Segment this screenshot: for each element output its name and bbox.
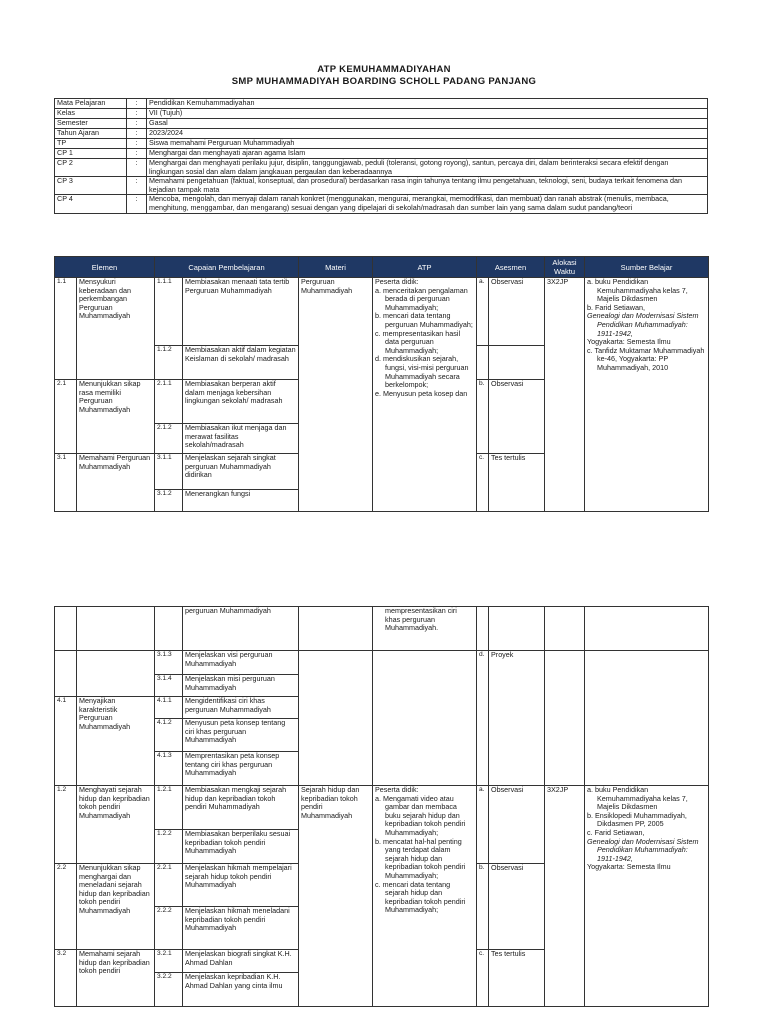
info-label: TP bbox=[55, 139, 127, 149]
header-capaian: Capaian Pembelajaran bbox=[155, 257, 299, 278]
cont-capaian: perguruan Muhammadiyah bbox=[183, 607, 299, 651]
header-atp: ATP bbox=[373, 257, 477, 278]
empty-cell bbox=[489, 607, 545, 651]
list-item: c. mempresentasikan hasil data perguruan Muhammadiyah; bbox=[375, 328, 461, 355]
capaian-text: Membiasakan berperilaku sesuai kepribadian tokoh pendiri Muhammadiyah bbox=[183, 830, 299, 864]
info-colon: : bbox=[127, 139, 147, 149]
element-num: 3.1 bbox=[55, 454, 77, 512]
info-label: Kelas bbox=[55, 109, 127, 119]
info-colon: : bbox=[127, 129, 147, 139]
list-item: b. Farid Setiawan, bbox=[587, 302, 645, 312]
element-text: Menghayati sejarah hidup dan kepribadian tokoh pendiri Muhammadiyah bbox=[77, 786, 155, 864]
empty-cell bbox=[477, 607, 489, 651]
element-text: Memahami Perguruan Muhammadiyah bbox=[77, 454, 155, 512]
atp-intro: Peserta didik: bbox=[375, 277, 419, 286]
info-colon: : bbox=[127, 177, 147, 195]
atp-cell bbox=[373, 786, 477, 1007]
info-label: CP 1 bbox=[55, 149, 127, 159]
list-item: c. mencari data tentang sejarah hidup dan kepribadian tokoh pendiri Muhammadiyah; bbox=[375, 879, 466, 915]
capaian-num: 3.2.1 bbox=[155, 950, 183, 973]
capaian-text: Mengidentifikasi ciri khas perguruan Muhammadiyah bbox=[183, 697, 299, 719]
list-item: Genealogi dan Modernisasi Sistem Pendidikan Muhammadiyah: 1911-1942, bbox=[587, 311, 699, 338]
list-item: a. menceritakan pengalaman berada di perguruan Muhammadiyah; bbox=[375, 285, 468, 312]
capaian-text: Membiasakan menaati tata tertib Perguruan Muhammadiyah bbox=[183, 278, 299, 346]
asesmen-empty bbox=[477, 346, 489, 380]
asesmen-text: Observasi bbox=[489, 278, 545, 346]
info-colon: : bbox=[127, 159, 147, 177]
info-value: 2023/2024 bbox=[147, 129, 708, 139]
capaian-text: Menerangkan fungsi bbox=[183, 490, 299, 512]
asesmen-empty bbox=[489, 346, 545, 380]
cont-atp: mempresentasikan ciri khas perguruan Muhammadiyah. bbox=[373, 607, 477, 651]
asesmen-letter: a. bbox=[477, 278, 489, 346]
list-item: c. Tanfidz Muktamar Muhammadiyah ke-46, Yogyakarta: PP Muhammadiyah, 2010 bbox=[587, 345, 705, 372]
sumber-cell bbox=[585, 786, 709, 1007]
info-table bbox=[54, 98, 708, 214]
list-item: b. Ensiklopedi Muhammadiyah, Dikdasmen PP, 2005 bbox=[587, 810, 687, 829]
header-elemen: Elemen bbox=[55, 257, 155, 278]
atp-intro: Peserta didik: bbox=[375, 785, 419, 794]
empty-cell bbox=[585, 607, 709, 651]
element-num: 3.2 bbox=[55, 950, 77, 1007]
element-num: 2.1 bbox=[55, 380, 77, 454]
capaian-num: 2.2.2 bbox=[155, 907, 183, 950]
list-item: a. buku Pendidikan Kemuhammadiyaha kelas 7, Majelis Dikdasmen bbox=[587, 785, 688, 812]
empty-cell bbox=[373, 651, 477, 786]
list-item: a. buku Pendidikan Kemuhammadiyaha kelas 7, Majelis Dikdasmen bbox=[587, 277, 688, 304]
capaian-text: Membiasakan ikut menjaga dan merawat fasilitas sekolah/madrasah bbox=[183, 424, 299, 454]
capaian-text: Membiasakan aktif dalam kegiatan Keislaman di sekolah/ madrasah bbox=[183, 346, 299, 380]
capaian-num: 2.2.1 bbox=[155, 864, 183, 907]
element-text: Menunjukkan sikap menghargai dan meneladani sejarah hidup dan kepribadian tokoh pendiri Muhammadiyah bbox=[77, 864, 155, 950]
alokasi-cell: 3X2JP bbox=[545, 786, 585, 1007]
empty-cell bbox=[299, 607, 373, 651]
materi-cell: Sejarah hidup dan kepribadian tokoh pendiri Muhammadiyah bbox=[299, 786, 373, 1007]
info-label: CP 2 bbox=[55, 159, 127, 177]
info-value: Menghargai dan menghayati ajaran agama Islam bbox=[147, 149, 708, 159]
info-colon: : bbox=[127, 99, 147, 109]
info-label: CP 4 bbox=[55, 195, 127, 213]
list-item: c. Farid Setiawan, bbox=[587, 827, 645, 837]
atp-table-page-2 bbox=[54, 606, 709, 1007]
empty-cell bbox=[155, 607, 183, 651]
empty-cell bbox=[77, 607, 155, 651]
asesmen-text: Observasi bbox=[489, 864, 545, 950]
sumber-cell bbox=[585, 278, 709, 512]
list-item: d. mendiskusikan sejarah, fungsi, visi-misi perguruan Muhammadiyah secara berkelompok; bbox=[375, 354, 469, 390]
asesmen-letter: b. bbox=[477, 380, 489, 454]
capaian-num: 2.1.1 bbox=[155, 380, 183, 424]
element-num: 1.1 bbox=[55, 278, 77, 380]
list-item: Genealogi dan Modernisasi Sistem Pendidikan Muhammadiyah: 1911-1942, bbox=[587, 836, 699, 863]
info-colon: : bbox=[127, 195, 147, 213]
asesmen-letter: b. bbox=[477, 864, 489, 950]
header-sumber: Sumber Belajar bbox=[585, 257, 709, 278]
element-text: Mensyukuri keberadaan dan perkembangan Perguruan Muhammadiyah bbox=[77, 278, 155, 380]
info-value: Siswa memahami Perguruan Muhammadiyah bbox=[147, 139, 708, 149]
capaian-num: 3.1.4 bbox=[155, 675, 183, 697]
element-num: 2.2 bbox=[55, 864, 77, 950]
asesmen-text: Tes tertulis bbox=[489, 454, 545, 512]
capaian-num: 3.1.2 bbox=[155, 490, 183, 512]
info-row bbox=[55, 149, 708, 159]
info-label: Mata Pelajaran bbox=[55, 99, 127, 109]
capaian-text: Memprentasikan peta konsep tentang ciri khas perguruan Muhammadiyah bbox=[183, 752, 299, 786]
empty-cell bbox=[585, 651, 709, 786]
info-row bbox=[55, 119, 708, 129]
capaian-num: 3.1.1 bbox=[155, 454, 183, 490]
capaian-text: Membiasakan berperan aktif dalam menjaga kebersihan lingkungan sekolah/ madrasah bbox=[183, 380, 299, 424]
asesmen-text: Proyek bbox=[489, 651, 545, 786]
header-alokasi: Alokasi Waktu bbox=[545, 257, 585, 278]
info-label: Semester bbox=[55, 119, 127, 129]
info-row bbox=[55, 177, 708, 195]
info-row bbox=[55, 129, 708, 139]
info-label: CP 3 bbox=[55, 177, 127, 195]
asesmen-letter: c. bbox=[477, 454, 489, 512]
asesmen-text: Tes tertulis bbox=[489, 950, 545, 1007]
capaian-num: 2.1.2 bbox=[155, 424, 183, 454]
info-value: VII (Tujuh) bbox=[147, 109, 708, 119]
capaian-num: 1.1.2 bbox=[155, 346, 183, 380]
asesmen-text: Observasi bbox=[489, 380, 545, 454]
capaian-text: Menjelaskan hikmah mempelajari sejarah hidup tokoh pendiri Muhammadiyah bbox=[183, 864, 299, 907]
alokasi-cell: 3X2JP bbox=[545, 278, 585, 512]
element-text: Menunjukkan sikap rasa memiliki Perguruan Muhammadiyah bbox=[77, 380, 155, 454]
info-value: Pendidikan Kemuhammadiyahan bbox=[147, 99, 708, 109]
header-materi: Materi bbox=[299, 257, 373, 278]
atp-cell bbox=[373, 278, 477, 512]
list-item: b. mencari data tentang perguruan Muhammadiyah; bbox=[375, 311, 473, 329]
capaian-num: 4.1.2 bbox=[155, 719, 183, 752]
capaian-text: Menjelaskan visi perguruan Muhammadiyah bbox=[183, 651, 299, 675]
capaian-num: 3.2.2 bbox=[155, 973, 183, 1007]
info-colon: : bbox=[127, 149, 147, 159]
info-row bbox=[55, 139, 708, 149]
empty-cell bbox=[299, 651, 373, 786]
info-colon: : bbox=[127, 119, 147, 129]
capaian-text: Menjelaskan kepribadian K.H. Ahmad Dahlan yang cinta ilmu bbox=[183, 973, 299, 1007]
element-num: 1.2 bbox=[55, 786, 77, 864]
capaian-text: Menjelaskan biografi singkat K.H. Ahmad Dahlan bbox=[183, 950, 299, 973]
element-text: Menyajikan karakteristik Perguruan Muhammadiyah bbox=[77, 697, 155, 786]
asesmen-letter: d. bbox=[477, 651, 489, 786]
asesmen-letter: a. bbox=[477, 786, 489, 864]
capaian-text: Menyusun peta konsep tentang ciri khas perguruan Muhammadiyah bbox=[183, 719, 299, 752]
info-row bbox=[55, 195, 708, 213]
info-row bbox=[55, 109, 708, 119]
element-text: Memahami sejarah hidup dan kepribadian tokoh pendiri bbox=[77, 950, 155, 1007]
asesmen-text: Observasi bbox=[489, 786, 545, 864]
capaian-num: 4.1.1 bbox=[155, 697, 183, 719]
info-value: Gasal bbox=[147, 119, 708, 129]
document-title: ATP KEMUHAMMADIYAHAN bbox=[317, 64, 451, 75]
list-item: a. Mengamati video atau gambar dan membaca buku sejarah hidup dan kepribadian tokoh pendiri Muhammadiyah; bbox=[375, 793, 466, 837]
materi-cell: Perguruan Muhammadiyah bbox=[299, 278, 373, 512]
info-row bbox=[55, 99, 708, 109]
capaian-num: 1.2.2 bbox=[155, 830, 183, 864]
empty-cell bbox=[545, 651, 585, 786]
capaian-num: 4.1.3 bbox=[155, 752, 183, 786]
list-item: Yogyakarta: Semesta Ilmu bbox=[587, 862, 671, 872]
list-item: Yogyakarta: Semesta Ilmu bbox=[587, 337, 671, 347]
atp-table-page-1 bbox=[54, 256, 709, 512]
capaian-num: 3.1.3 bbox=[155, 651, 183, 675]
capaian-text: Membiasakan mengkaji sejarah hidup dan kepribadian tokoh pendiri Muhammadiyah bbox=[183, 786, 299, 830]
list-item: b. mencatat hal-hal penting yang terdapat dalam sejarah hidup dan kepribadian tokoh pendiri Muhammadiyah; bbox=[375, 836, 466, 880]
empty-cell bbox=[55, 607, 77, 651]
capaian-text: Menjelaskan sejarah singkat perguruan Muhammadiyah didirikan bbox=[183, 454, 299, 490]
info-value: Menghargai dan menghayati perilaku jujur, disiplin, tanggungjawab, peduli (toleransi, gotong royong), santun, percaya diri, dalam berinteraksi secara efektif dengan lingkungan sosial dan alam dalam jangkauan pergaulan dan keberadaannya bbox=[147, 159, 708, 177]
capaian-text: Menjelaskan misi perguruan Muhammadiyah bbox=[183, 675, 299, 697]
info-row bbox=[55, 159, 708, 177]
header-asesmen: Asesmen bbox=[477, 257, 545, 278]
empty-cell bbox=[545, 607, 585, 651]
empty-cell bbox=[55, 651, 77, 697]
school-title: SMP MUHAMMADIYAH BOARDING SCHOLL PADANG PANJANG bbox=[231, 76, 537, 87]
list-item: e. Menyusun peta kosep dan bbox=[375, 388, 468, 398]
info-label: Tahun Ajaran bbox=[55, 129, 127, 139]
asesmen-letter: c. bbox=[477, 950, 489, 1007]
empty-cell bbox=[77, 651, 155, 697]
capaian-num: 1.1.1 bbox=[155, 278, 183, 346]
info-value: Memahami pengetahuan (faktual, konseptual, dan prosedural) berdasarkan rasa ingin tahunya tentang ilmu pengetahuan, teknologi, seni, budaya terkait fenomena dan kejadian tampak mata bbox=[147, 177, 708, 195]
capaian-num: 1.2.1 bbox=[155, 786, 183, 830]
element-num: 4.1 bbox=[55, 697, 77, 786]
capaian-text: Menjelaskan hikmah meneladani kepribadian tokoh pendiri Muhammadiyah bbox=[183, 907, 299, 950]
info-value: Mencoba, mengolah, dan menyaji dalam ranah konkret (menggunakan, mengurai, merangkai, memodifikasi, dan membuat) dan ranah abstrak (menulis, membaca, menghitung, menggambar, dan mengarang) sesuai dengan yang dipelajari di sekolah/madrasah dan sumber lain yang sama dalam sudut pandang/teori bbox=[147, 195, 708, 213]
info-colon: : bbox=[127, 109, 147, 119]
